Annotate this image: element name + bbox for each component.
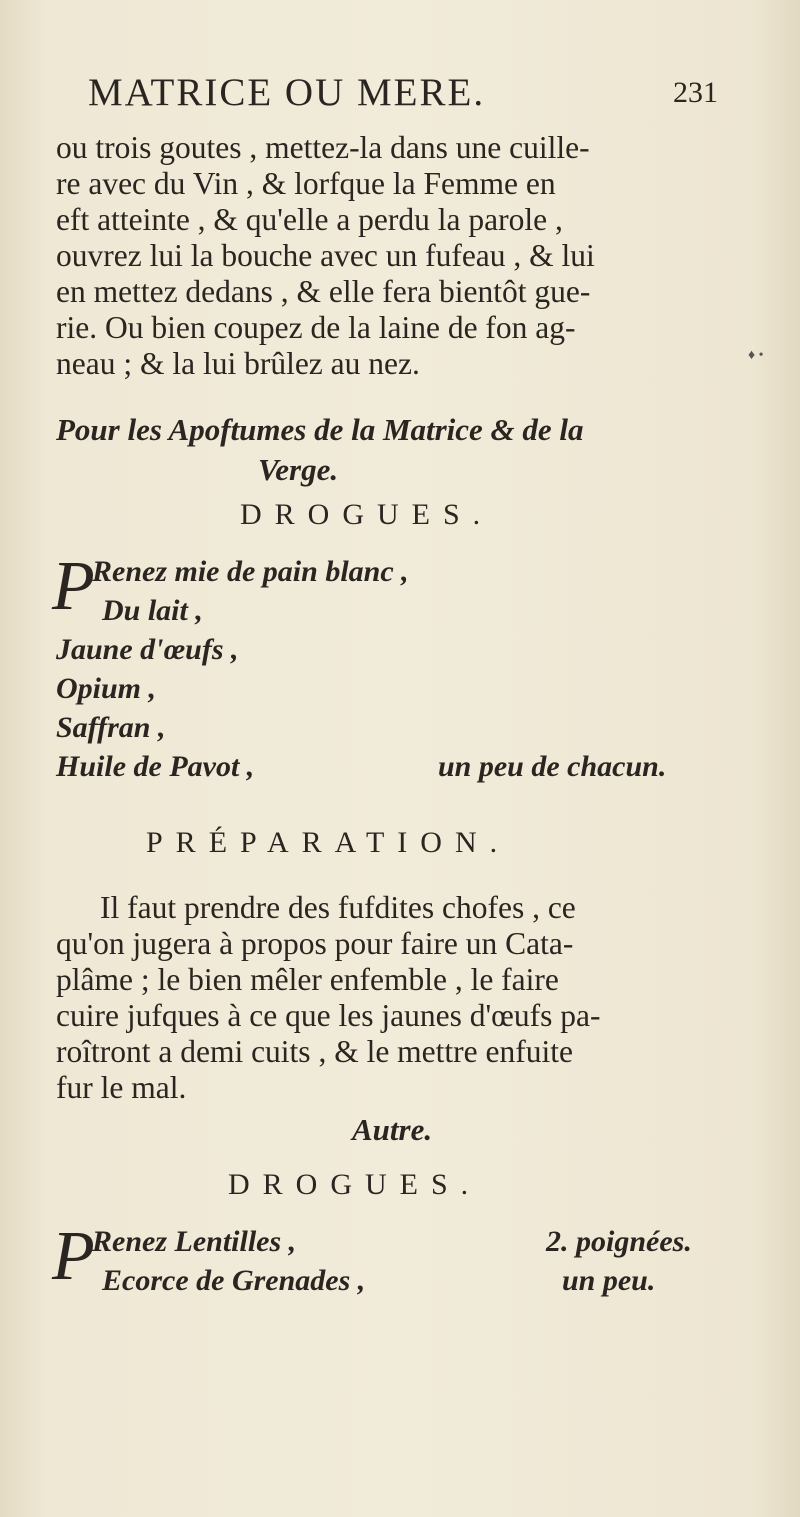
ingredient: Renez Lentilles , (92, 1225, 297, 1258)
text-line: en mettez dedans , & elle fera bientôt gue- (56, 274, 591, 309)
text-line: cuire jufques à ce que les jaunes d'œufs pa- (56, 998, 601, 1033)
drop-cap: P (52, 1218, 95, 1295)
quantity: un peu de chacun. (438, 750, 667, 783)
ingredient: Du lait , (102, 594, 203, 627)
section-heading: Pour les Apoftumes de la Matrice & de la (56, 412, 584, 447)
text-line: roîtront a demi cuits , & le mettre enfuite (56, 1034, 573, 1069)
ingredient: Jaune d'œufs , (56, 633, 239, 666)
preparation-label: PRÉPARATION. (146, 826, 511, 859)
text-line: fur le mal. (56, 1070, 187, 1105)
running-title: MATRICE OU MERE. (88, 71, 486, 114)
text-line: eft atteinte , & qu'elle a perdu la parole , (56, 202, 563, 237)
ingredient: Renez mie de pain blanc , (92, 555, 409, 588)
ingredient: Ecorce de Grenades , (102, 1264, 366, 1297)
text-line: Il faut prendre des fufdites chofes , ce (100, 890, 576, 925)
quantity: un peu. (562, 1264, 656, 1297)
quantity: 2. poignées. (546, 1225, 692, 1258)
page-number: 231 (673, 76, 718, 109)
text-line: plâme ; le bien mêler enfemble , le faire (56, 962, 559, 997)
text-line: neau ; & la lui brûlez au nez. (56, 346, 420, 381)
drogues-label: DROGUES. (228, 1168, 482, 1201)
ingredient: Saffran , (56, 711, 166, 744)
text-line: rie. Ou bien coupez de la laine de fon ag- (56, 310, 576, 345)
margin-mark: ♦ • (748, 348, 764, 363)
section-heading: Autre. (352, 1112, 433, 1147)
section-heading-continued: Verge. (258, 452, 339, 487)
text-line: qu'on jugera à propos pour faire un Cata- (56, 926, 574, 961)
drogues-label: DROGUES. (240, 498, 494, 531)
ingredient: Opium , (56, 672, 157, 705)
running-header (88, 70, 718, 118)
ingredient: Huile de Pavot , (56, 750, 255, 783)
text-line: re avec du Vin , & lorfque la Femme en (56, 166, 556, 201)
drop-cap: P (52, 548, 95, 625)
text-line: ouvrez lui la bouche avec un fufeau , & lui (56, 238, 595, 273)
text-line: ou trois goutes , mettez-la dans une cuille- (56, 130, 590, 165)
